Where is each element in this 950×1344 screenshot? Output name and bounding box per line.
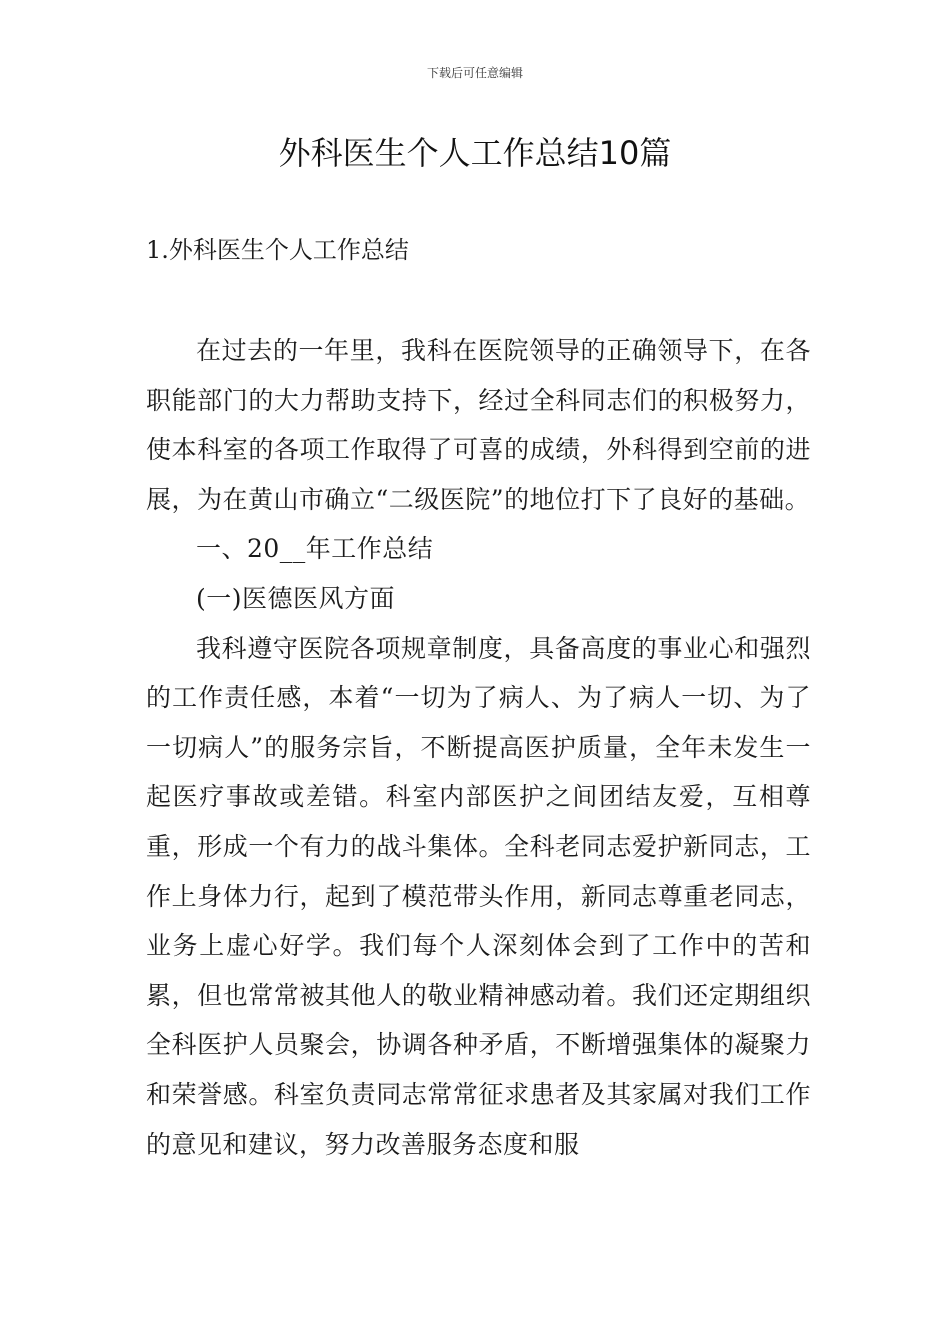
document-body	[146, 326, 811, 1169]
document-title: 外科医生个人工作总结10篇	[278, 134, 672, 172]
header-note: 下载后可任意编辑	[426, 66, 523, 80]
paragraph-intro: 在过去的一年里，我科在医院领导的正确领导下，在各职能部门的大力帮助支持下，经过全科同志们的积极努力，使本科室的各项工作取得了可喜的成绩，外科得到空前的进展，为在黄山市确立“二级医院”的地位打下了良好的基础。	[146, 336, 811, 514]
paragraph-subheading-1: 一、20__年工作总结	[196, 534, 434, 564]
paragraph-subheading-2: (一)医德医风方面	[196, 583, 396, 613]
paragraph-body: 我科遵守医院各项规章制度，具备高度的事业心和强烈的工作责任感，本着“一切为了病人、为了病人一切、为了一切病人”的服务宗旨，不断提高医护质量，全年未发生一起医疗事故或差错。科室内部医护之间团结友爱，互相尊重，形成一个有力的战斗集体。全科老同志爱护新同志，工作上身体力行，起到了模范带头作用，新同志尊重老同志，业务上虚心好学。我们每个人深刻体会到了工作中的苦和累，但也常常被其他人的敬业精神感动着。我们还定期组织全科医护人员聚会，协调各种矛盾，不断增强集体的凝聚力和荣誉感。科室负责同志常常征求患者及其家属对我们工作的意见和建议，努力改善服务态度和服	[146, 633, 811, 1159]
section-heading: 1.外科医生个人工作总结	[146, 236, 409, 264]
